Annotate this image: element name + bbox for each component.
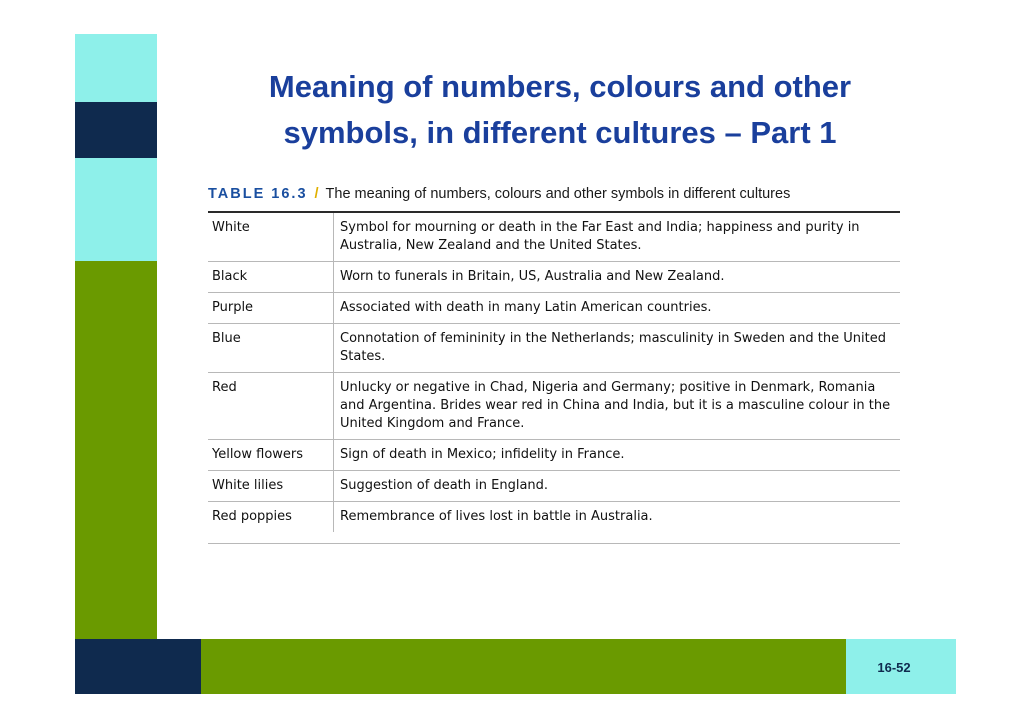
frame-block-navy-bottom (75, 639, 201, 694)
symbols-table (208, 213, 900, 532)
slide-number: 16-52 (877, 660, 911, 675)
table-row (208, 502, 900, 533)
caption-separator: / (314, 186, 319, 202)
frame-block-cyan-middle (75, 158, 157, 261)
table-row (208, 293, 900, 324)
table-row (208, 373, 900, 440)
table-caption-text: The meaning of numbers, colours and other symbols in different cultures (325, 186, 791, 202)
slide-title-line-2: symbols, in different cultures – Part 1 (283, 115, 837, 150)
table-row (208, 262, 900, 293)
row-term: White lilies (208, 471, 334, 502)
row-term: Red poppies (208, 502, 334, 533)
table-row (208, 471, 900, 502)
table-label: TABLE 16.3 (208, 186, 308, 202)
row-term: White (208, 213, 334, 262)
row-term: Purple (208, 293, 334, 324)
table-row (208, 213, 900, 262)
row-description: Suggestion of death in England. (334, 471, 901, 502)
frame-block-navy (75, 102, 157, 158)
frame-bar-green-bottom (201, 639, 846, 694)
row-description: Remembrance of lives lost in battle in Australia. (340, 509, 653, 524)
table-caption (208, 186, 908, 202)
table-bottom-rule (208, 543, 900, 544)
row-description: Worn to funerals in Britain, US, Australia and New Zealand. (334, 262, 901, 293)
row-description: Symbol for mourning or death in the Far East and India; happiness and purity in Australia, New Zealand and the United States. (334, 213, 901, 262)
slide-title-line-1: Meaning of numbers, colours and other (268, 69, 852, 104)
table-row (208, 324, 900, 373)
row-description: Unlucky or negative in Chad, Nigeria and Germany; positive in Denmark, Romania and Argentina. Brides wear red in China and India, but it is a masculine colour in the United Kingdom and France. (334, 373, 901, 440)
slide-title (200, 64, 920, 156)
row-description: Sign of death in Mexico; infidelity in France. (334, 440, 901, 471)
row-description: Connotation of femininity in the Netherlands; masculinity in Sweden and the United States. (334, 324, 901, 373)
table-row (208, 440, 900, 471)
row-description: Associated with death in many Latin American countries. (334, 293, 901, 324)
frame-block-cyan-top (75, 34, 157, 102)
row-term: Blue (208, 324, 334, 373)
row-term: Yellow flowers (208, 440, 334, 471)
frame-block-green-left (75, 261, 157, 639)
row-term: Red (208, 373, 334, 440)
row-term: Black (208, 262, 334, 293)
